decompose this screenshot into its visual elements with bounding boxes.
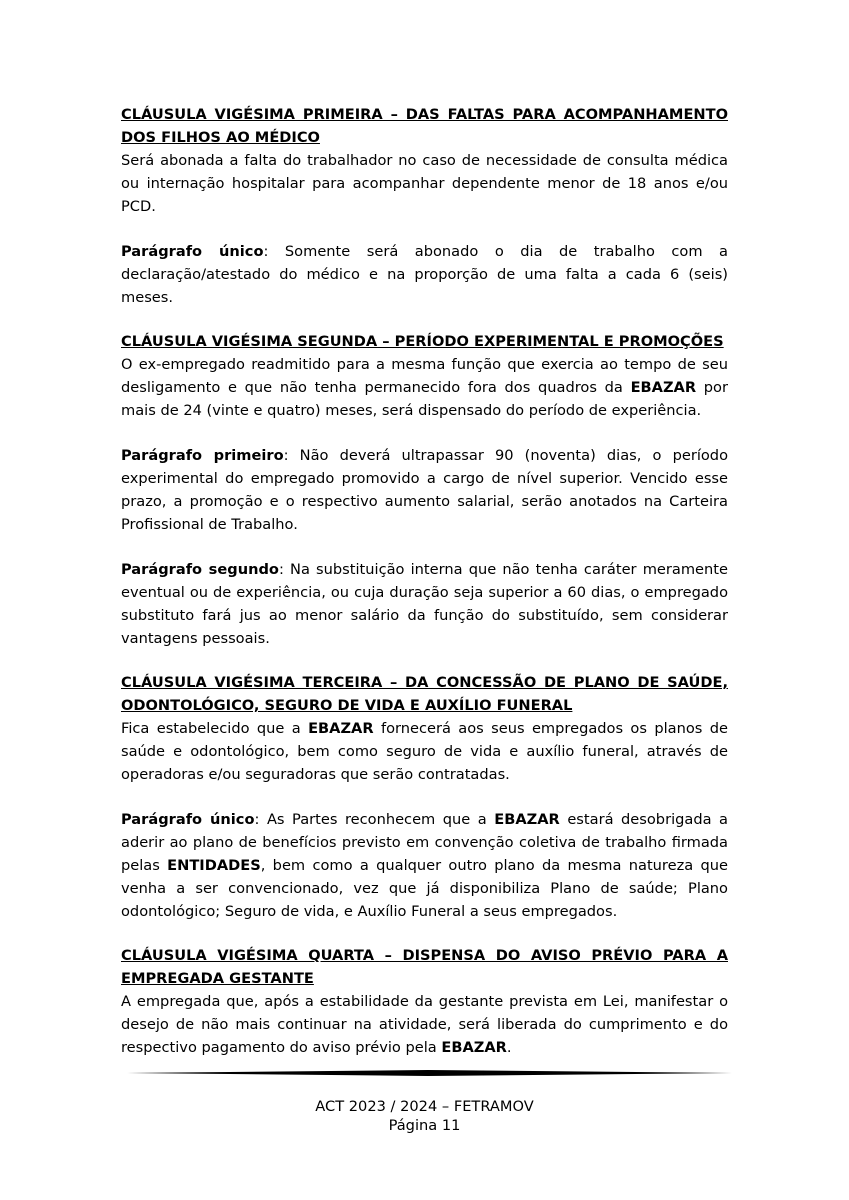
company-name: EBAZAR <box>308 720 374 737</box>
clause-title-line: CLÁUSULA VIGÉSIMA QUARTA – DISPENSA DO AVISO PRÉVIO PARA A <box>121 947 728 964</box>
page-footer <box>0 1097 849 1135</box>
company-name: EBAZAR <box>441 1039 507 1056</box>
paragraph-label: Parágrafo único <box>121 243 264 260</box>
paragraph-text: : Não deverá ultrapassar 90 (noventa) dias, o período experimental do empregado promovido a cargo de nível superior. Vencido esse prazo, a promoção e o respectivo aumento salarial, serão anotados na Carteira Profissional de Trabalho. <box>121 447 728 533</box>
clause-title-line: EMPREGADA GESTANTE <box>121 970 314 987</box>
clause-body <box>121 717 728 786</box>
paragraph-text: : Somente será abonado o dia de trabalho com a declaração/atestado do médico e na proporção de uma falta a cada 6 (seis) meses. <box>121 243 728 306</box>
company-name: EBAZAR <box>630 379 697 396</box>
clause-21 <box>121 103 728 309</box>
clause-title <box>121 330 728 353</box>
clause-title-line: CLÁUSULA VIGÉSIMA SEGUNDA – PERÍODO EXPERIMENTAL E PROMOÇÕES <box>121 333 724 350</box>
document-body <box>121 103 728 1080</box>
page-number: Página 11 <box>388 1117 461 1134</box>
clause-23 <box>121 671 728 923</box>
body-text: fornecerá aos seus empregados os planos de saúde e odontológico, bem como seguro de vida e auxílio funeral, através de operadoras e/ou seguradoras que serão contratadas. <box>121 720 728 783</box>
paragraph-text: estará desobrigada a aderir ao plano de benefícios previsto em convenção coletiva de trabalho firmada pelas <box>121 811 729 874</box>
clause-body: Será abonada a falta do trabalhador no caso de necessidade de consulta médica ou internação hospitalar para acompanhar dependente menor de 18 anos e/ou PCD. <box>121 152 728 215</box>
clause-title-line: CLÁUSULA VIGÉSIMA TERCEIRA – DA CONCESSÃO DE PLANO DE SAÚDE, <box>121 674 728 691</box>
body-text: . <box>506 1039 512 1056</box>
body-text: A empregada que, após a estabilidade da gestante prevista em Lei, manifestar o desejo de não mais continuar na atividade, será liberada do cumprimento e do respectivo pagamento do aviso prévio pela <box>121 993 728 1056</box>
entities-term: ENTIDADES <box>167 857 261 874</box>
paragraph <box>121 808 728 923</box>
clause-title-line: ODONTOLÓGICO, SEGURO DE VIDA E AUXÍLIO FUNERAL <box>121 697 573 714</box>
clause-title <box>121 103 728 149</box>
clause-title-line: CLÁUSULA VIGÉSIMA PRIMEIRA – DAS FALTAS PARA ACOMPANHAMENTO <box>121 106 728 123</box>
paragraph <box>121 444 728 536</box>
clause-title-line: DOS FILHOS AO MÉDICO <box>121 129 320 146</box>
paragraph-label: Parágrafo único <box>121 811 255 828</box>
paragraph-text: : As Partes reconhecem que a <box>254 811 495 828</box>
paragraph <box>121 240 728 309</box>
clause-22 <box>121 330 728 650</box>
clause-body <box>121 353 728 422</box>
footer-document-id: ACT 2023 / 2024 – FETRAMOV <box>315 1098 534 1115</box>
body-text: O ex-empregado readmitido para a mesma função que exercia ao tempo de seu desligamento e que não tenha permanecido fora dos quadros da <box>121 356 728 396</box>
company-name: EBAZAR <box>494 811 560 828</box>
paragraph-text: : Na substituição interna que não tenha caráter meramente eventual ou de experiência, ou cuja duração seja superior a 60 dias, o empregado substituto fará jus ao menor salário da função do substituído, sem considerar vantagens pessoais. <box>121 561 728 647</box>
body-text: por mais de 24 (vinte e quatro) meses, será dispensado do período de experiência. <box>121 379 728 419</box>
clause-body <box>121 990 728 1059</box>
paragraph-label: Parágrafo segundo <box>121 561 279 578</box>
clause-title <box>121 944 728 990</box>
paragraph-text: , bem como a qualquer outro plano da mesma natureza que venha a ser convencionado, vez que já disponibiliza Plano de saúde; Plano odontológico; Seguro de vida, e Auxílio Funeral a seus empregados. <box>121 857 728 920</box>
paragraph <box>121 558 728 650</box>
clause-title <box>121 671 728 717</box>
paragraph-label: Parágrafo primeiro <box>121 447 284 464</box>
clause-24 <box>121 944 728 1059</box>
body-text: Fica estabelecido que a <box>121 720 309 737</box>
footer-divider <box>124 1070 732 1076</box>
